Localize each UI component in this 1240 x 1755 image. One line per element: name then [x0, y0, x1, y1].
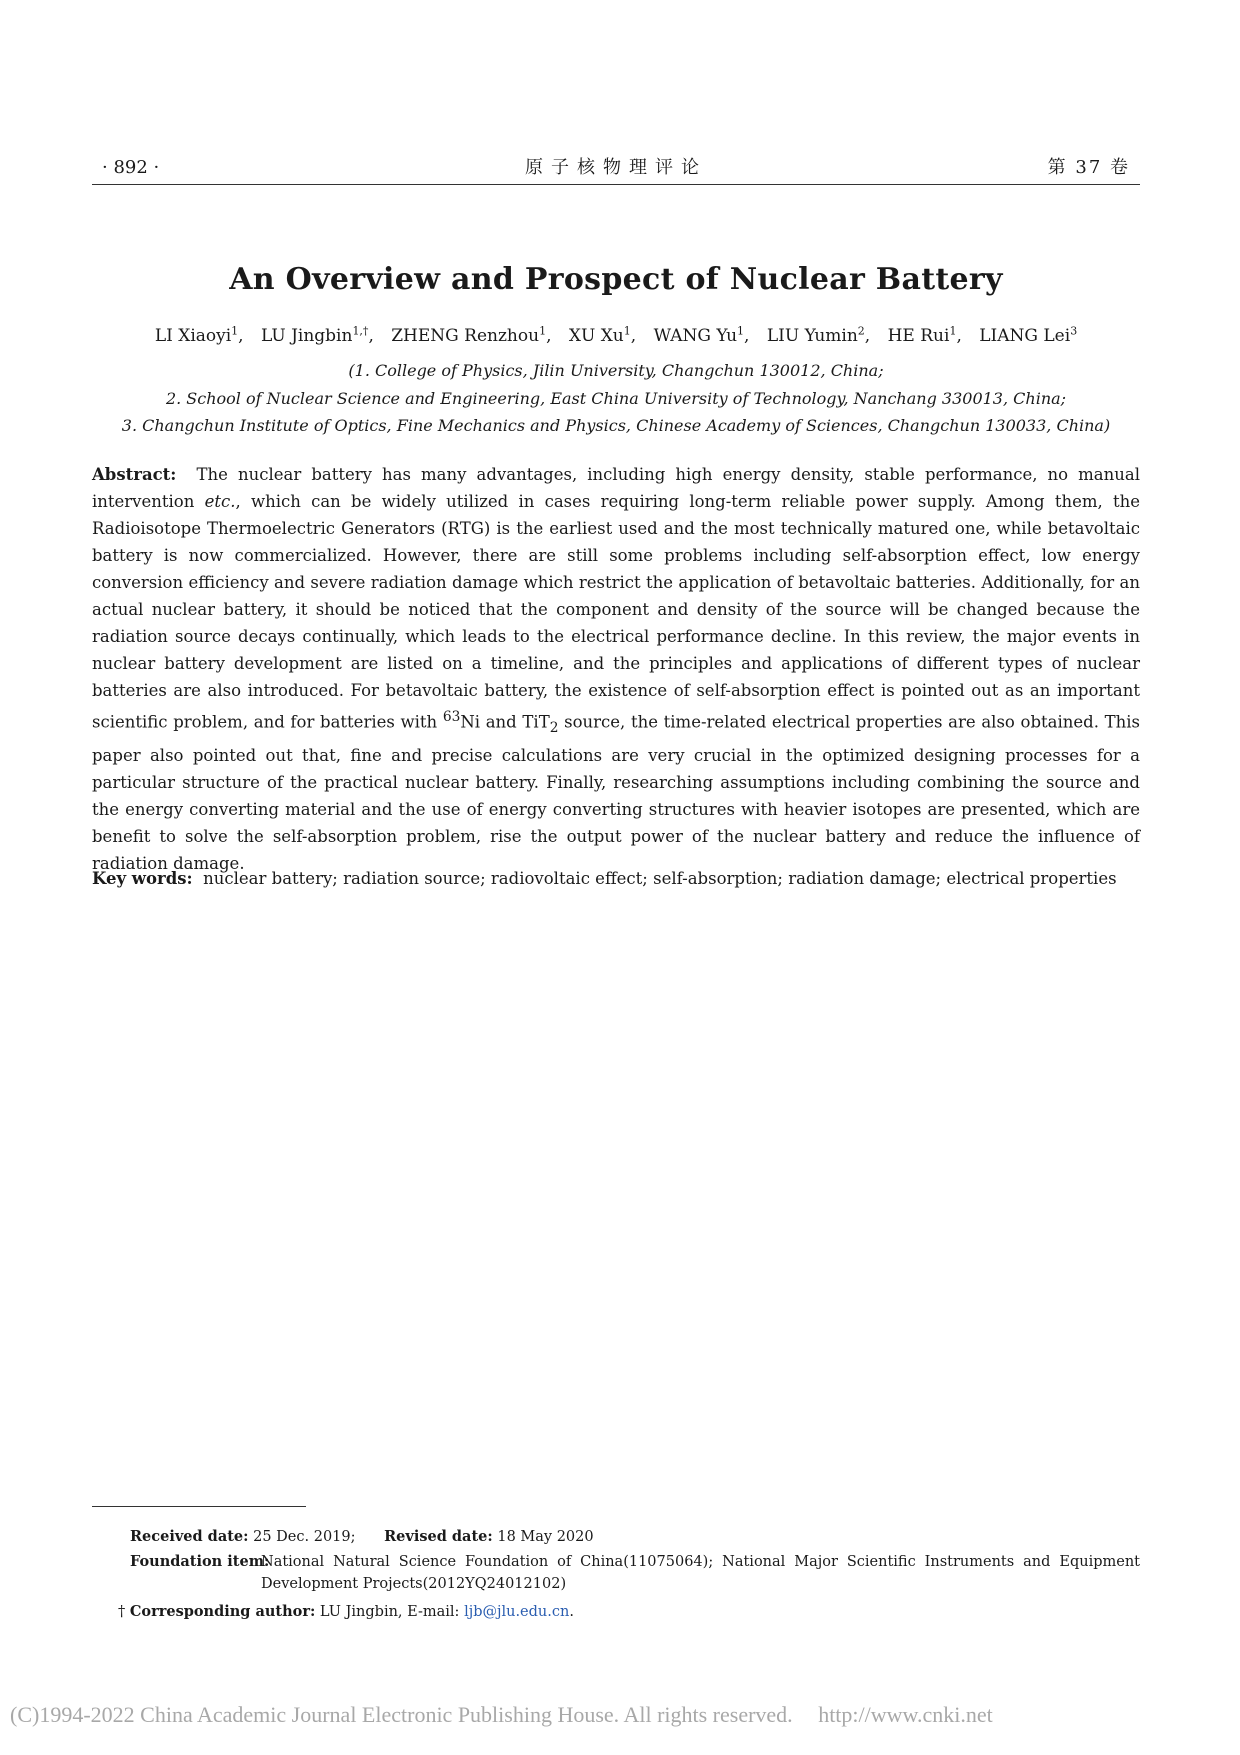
received-label: Received date:	[130, 1528, 249, 1545]
foundation-label: Foundation item:	[130, 1553, 270, 1570]
abstract-text: The nuclear battery has many advantages, including high energy density, stable performance, no manual intervention	[92, 465, 1140, 511]
journal-name: 原子核物理评论	[525, 157, 707, 178]
keywords-text: nuclear battery; radiation source; radiovoltaic effect; self-absorption; radiation damage; electrical properties	[203, 869, 1117, 888]
author-list	[92, 324, 1140, 346]
corresponding-author: LU Jingbin, E-mail:	[319, 1604, 460, 1620]
isotope-mass: 63	[442, 709, 461, 725]
paper-title: An Overview and Prospect of Nuclear Battery	[229, 262, 1003, 297]
footnote-divider	[92, 1506, 306, 1507]
dagger-mark: †	[118, 1604, 126, 1620]
cnki-url: http://www.cnki.net	[818, 1702, 993, 1727]
isotope-subscript: 2	[549, 719, 559, 736]
email-end: .	[569, 1604, 574, 1620]
author: LI Xiaoyi$^1$,	[154, 324, 244, 346]
author: LIU Yumin$^2$,	[766, 324, 871, 346]
author: ZHENG Renzhou$^1$,	[391, 324, 552, 346]
footnote-corresponding	[118, 1601, 574, 1623]
abstract-text: , which can be widely utilized in cases requiring long-term reliable power supply. Among them, the Radioisotope Thermoelectric Generators (RTG) is the earliest used and the most technically matured one, while betavoltaic battery is now commercialized. However, there are still some problems including self-absorption effect, low energy conversion efficiency and severe radiation damage which restrict the application of betavoltaic batteries. Additionally, for an actual nuclear battery, it should be noticed that the component and density of the source will be changed because the radiation source decays continually, which leads to the electrical performance decline. In this review, the major events in nuclear battery development are listed on a timeline, and the principles and applications of different types of nuclear batteries are also introduced. For betavoltaic battery, the existence of self-absorption effect is pointed out as an important scientific problem, and for batteries with	[92, 492, 1140, 732]
affiliation-1: (1. College of Physics, Jilin University, Changchun 130012, China;	[348, 361, 884, 380]
abstract-label: Abstract:	[92, 465, 177, 484]
corresponding-label: Corresponding author:	[129, 1603, 316, 1620]
received-date: 25 Dec. 2019;	[253, 1529, 356, 1545]
abstract-etc: etc.	[204, 492, 236, 511]
isotope-element: Ni and TiT	[460, 712, 550, 732]
keywords	[92, 865, 1140, 892]
email-link[interactable]: ljb@jlu.edu.cn	[464, 1604, 570, 1620]
copyright-text: (C)1994-2022 China Academic Journal Electronic Publishing House. All rights reserved.	[10, 1702, 793, 1727]
volume-number: 第 37 卷	[1047, 157, 1130, 178]
author: LU Jingbin$^{1,\dagger}$,	[260, 324, 374, 346]
author: LIANG Lei$^3$	[979, 324, 1078, 346]
footnote-foundation	[130, 1551, 1140, 1595]
revised-date: 18 May 2020	[497, 1529, 594, 1545]
abstract-text: source, the time-related electrical properties are also obtained. This paper also pointed out that, fine and precise calculations are very crucial in the optimized designing processes for a particular structure of the practical nuclear battery. Finally, researching assumptions including combining the source and the energy converting material and the use of energy converting structures with heavier isotopes are presented, which are benefit to solve the self-absorption problem, rise the output power of the nuclear battery and reduce the influence of radiation damage.	[92, 712, 1140, 873]
footnote-dates	[130, 1526, 594, 1548]
affiliation-2: 2. School of Nuclear Science and Engineering, East China University of Technology, Nanchang 330013, China;	[165, 389, 1067, 408]
copyright-watermark	[10, 1702, 1230, 1728]
running-header	[92, 152, 1140, 185]
foundation-text: National Natural Science Foundation of China(11075064); National Major Scientific Instruments and Equipment Development Projects(2012YQ24012102)	[261, 1554, 1140, 1592]
author: WANG Yu$^1$,	[653, 324, 750, 346]
author: HE Rui$^1$,	[887, 324, 962, 346]
keywords-label: Key words:	[92, 869, 193, 888]
affiliation-3: 3. Changchun Institute of Optics, Fine Mechanics and Physics, Chinese Academy of Sciences, Changchun 130033, China)	[121, 416, 1111, 435]
abstract	[92, 461, 1140, 877]
page-number: · 892 ·	[102, 157, 160, 178]
author: XU Xu$^1$,	[568, 324, 637, 346]
revised-label: Revised date:	[384, 1528, 493, 1545]
